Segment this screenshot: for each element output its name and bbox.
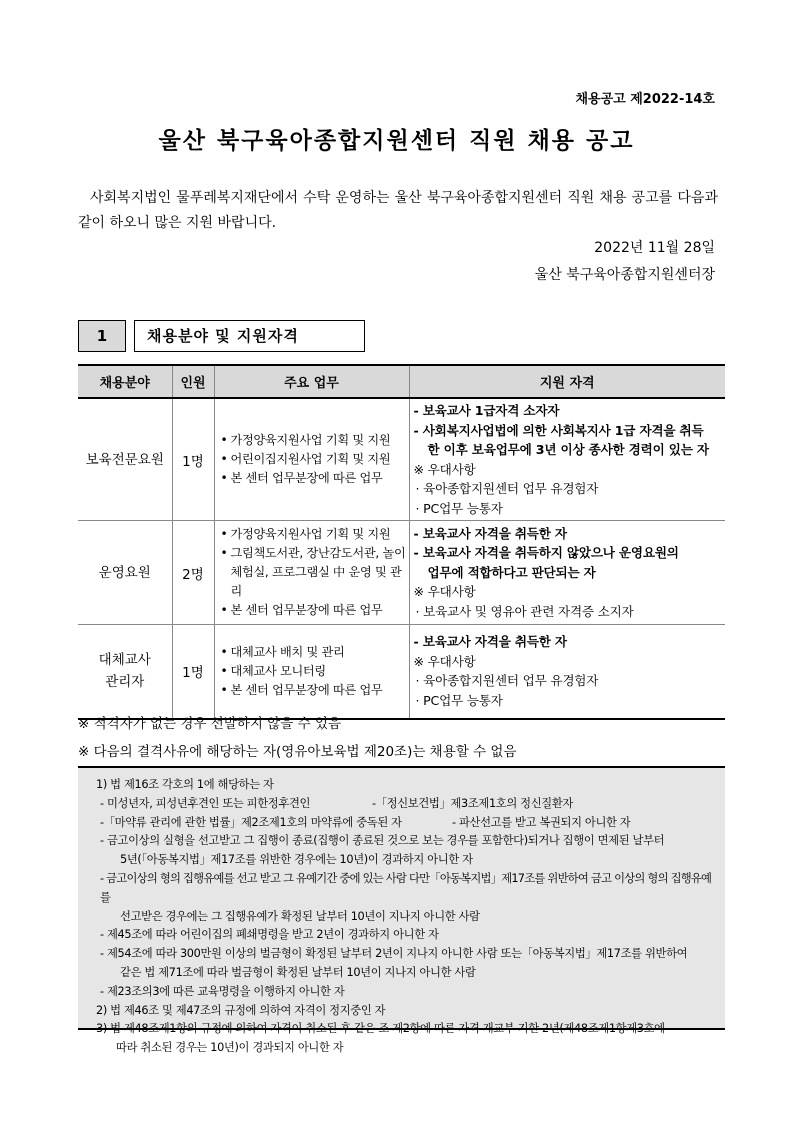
- duty-item: • 대체교사 배치 및 관리: [220, 644, 345, 659]
- note-disqualification: ※ 다음의 결격사유에 해당하는 자(영유아보육법 제20조)는 채용할 수 없음: [78, 744, 517, 760]
- recruitment-table: [78, 364, 725, 720]
- qualifications-cell: [409, 625, 725, 719]
- field-cell: [78, 625, 172, 719]
- field-cell: 운영요원: [78, 521, 172, 625]
- disq-line: - 금고이상의 형의 집행유예를 선고 받고 그 유예기간 중에 있는 사람 다만「아동복지법」제17조를 위반하여 금고 이상의 형의 집행유예를: [100, 871, 712, 904]
- header-field: 채용분야: [78, 365, 172, 398]
- qualification-line: - 보육교사 1급자격 소자자: [413, 403, 560, 418]
- disq-line: 5년(「아동복지법」제17조를 위반한 경우에는 10년)이 경과하지 아니한 자: [120, 853, 473, 867]
- qualifications-cell: [409, 398, 725, 521]
- intro-paragraph: 사회복지법인 물푸레복지재단에서 수탁 운영하는 울산 북구육아종합지원센터 직원 채용 공고를 다음과 같이 하오니 많은 지원 바랍니다.: [78, 190, 718, 231]
- disq-line: 따라 취소된 경우는 10년)이 경과되지 아니한 자: [116, 1041, 344, 1055]
- section-number: 1: [78, 320, 126, 352]
- duties-cell: [214, 521, 409, 625]
- field-line: 관리자: [105, 674, 145, 691]
- disq-line: 3) 법 제48조제1항의 규정에 의하여 자격이 취소된 후 같은 조 제2항에 따른 자격 재교부 기한 2년(제48조제1항제3호에: [96, 1022, 665, 1036]
- preference-heading: ※ 우대사항: [413, 584, 476, 600]
- notice-date: 2022년 11월 28일: [594, 240, 715, 256]
- note-no-qualified: ※ 적격자가 없는 경우 선발하지 않을 수 있음: [78, 716, 342, 732]
- duty-item: • 본 센터 업무분장에 따른 업무: [220, 471, 383, 485]
- page-title: 울산 북구육아종합지원센터 직원 채용 공고: [158, 128, 635, 154]
- disq-line: - 미성년자, 피성년후견인 또는 피한정후견인 -「정신보건법」제3조제1호의 정신질환자: [100, 796, 573, 810]
- header-duties: 주요 업무: [214, 365, 409, 398]
- count-cell: 1명: [172, 398, 214, 521]
- duty-item: • 어린이집지원사업 기획 및 지원: [220, 452, 391, 466]
- header-count: 인원: [172, 365, 214, 398]
- qualification-line: - 보육교사 자격을 취득한 자: [413, 634, 567, 650]
- duty-item: • 가정양육지원사업 기획 및 지원: [220, 527, 391, 541]
- duty-item: • 본 센터 업무분장에 따른 업무: [220, 682, 383, 697]
- qualification-line: 한 이후 보육업무에 3년 이상 종사한 경력이 있는 자: [427, 442, 709, 457]
- duties-cell: [214, 398, 409, 521]
- preference-item: · 육아종합지원센터 업무 유경험자: [415, 481, 599, 496]
- disqualification-box: [78, 766, 725, 1055]
- table-row: [78, 521, 725, 625]
- preference-heading: ※ 우대사항: [413, 653, 476, 669]
- qualification-line: 업무에 적합하다고 판단되는 자: [427, 564, 596, 580]
- notice-number: 채용공고 제2022-14호: [575, 92, 715, 107]
- preference-item: · PC업무 능통자: [415, 500, 503, 516]
- table-row: [78, 398, 725, 521]
- qualifications-cell: [409, 521, 725, 625]
- duties-cell: [214, 625, 409, 719]
- section-title: 채용분야 및 지원자격: [134, 320, 365, 352]
- field-cell: 보육전문요원: [78, 398, 172, 521]
- disq-line: 1) 법 제16조 각호의 1에 해당하는 자: [96, 778, 274, 791]
- count-cell: 2명: [172, 521, 214, 625]
- count-cell: 1명: [172, 625, 214, 719]
- disq-line: - 제45조에 따라 어린이집의 폐쇄명령을 받고 2년이 경과하지 아니한 자: [100, 928, 439, 942]
- duty-item: • 그림책도서관, 장난감도서관, 놀이체험실, 프로그램실 中 운영 및 관리: [220, 546, 406, 598]
- duty-item: • 대체교사 모니터링: [220, 663, 326, 678]
- qualification-line: - 보육교사 자격을 취득한 자: [413, 525, 567, 541]
- table-header-row: [78, 365, 725, 398]
- disq-line: - 금고이상의 실형을 선고받고 그 집행이 종료(집행이 종료된 것으로 보는 경우를 포함한다)되거나 집행이 면제된 날부터: [100, 834, 665, 848]
- field-line: 대체교사: [98, 652, 151, 669]
- disq-line: - 제23조의3에 따른 교육명령을 이행하지 아니한 자: [100, 984, 345, 998]
- disq-line: - 제54조에 따라 300만원 이상의 벌금형이 확정된 날부터 2년이 지나지 아니한 사람 또는「아동복지법」제17조를 위반하여: [100, 947, 688, 961]
- table-row: [78, 625, 725, 719]
- preference-item: · 육아종합지원센터 업무 유경험자: [415, 673, 599, 689]
- disq-line: -「마약류 관리에 관한 법률」제2조제1호의 마약류에 중독된 자 - 파산선고를 받고 복권되지 아니한 자: [100, 815, 631, 829]
- signer: 울산 북구육아종합지원센터장: [534, 267, 715, 283]
- header-qualifications: 지원 자격: [409, 365, 725, 398]
- qualification-line: - 보육교사 자격을 취득하지 않았으나 운영요원의: [413, 545, 679, 561]
- preference-heading: ※ 우대사항: [413, 461, 476, 477]
- duty-item: • 가정양육지원사업 기획 및 지원: [220, 433, 391, 447]
- disq-line: 선고받은 경우에는 그 집행유예가 확정된 날부터 10년이 지나지 아니한 사람: [120, 909, 480, 923]
- qualification-line: - 사회복지사업법에 의한 사회복지사 1급 자격을 취득: [413, 422, 704, 438]
- duty-item: • 본 센터 업무분장에 따른 업무: [220, 603, 383, 617]
- disq-line: 2) 법 제46조 및 제47조의 규정에 의하여 자격이 정지중인 자: [96, 1003, 386, 1017]
- disq-line: 같은 법 제71조에 따라 벌금형이 확정된 날부터 10년이 지나지 아니한 사람: [120, 965, 476, 979]
- preference-item: · PC업무 능통자: [415, 692, 503, 708]
- preference-item: · 보육교사 및 영유아 관련 자격증 소지자: [415, 603, 634, 619]
